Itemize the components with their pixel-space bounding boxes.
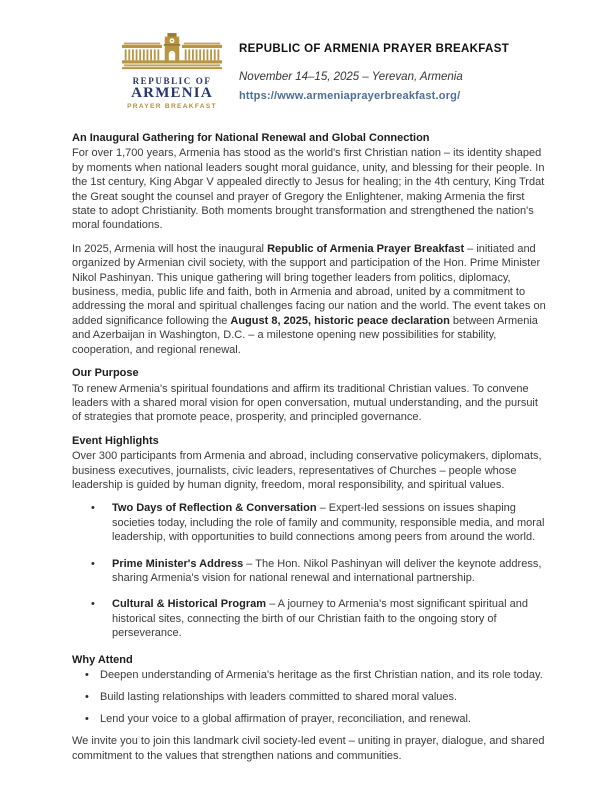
bullet-item: • Cultural & Historical Program – A journey to Armenia's most significant spiritual and historical sites, connecting the birth of our Christian faith to the ongoing story of perseverance. xyxy=(72,597,546,640)
logo-caption-armenia: ARMENIA xyxy=(131,85,213,101)
section-heading-purpose: Our Purpose xyxy=(72,367,139,380)
paragraph-purpose: To renew Armenia's spiritual foundations and affirm its traditional Christian values. To convene leaders with a shared moral vision for open conversation, mutual understanding, and the pursuit of strategies that promote peace, prosperity, and principled governance. xyxy=(72,382,538,424)
document-body xyxy=(72,131,546,763)
logo-caption-prayer-breakfast: PRAYER BREAKFAST xyxy=(127,103,217,110)
bullet-item: • Prime Minister's Address – The Hon. Nikol Pashinyan will deliver the keynote address, sharing Armenia's vision for national renewal and international partnership. xyxy=(72,557,546,586)
why-attend-list xyxy=(72,668,546,726)
document-title: REPUBLIC OF ARMENIA PRAYER BREAKFAST xyxy=(239,43,510,55)
section-heading-why-attend: Why Attend xyxy=(72,653,133,666)
government-building-icon xyxy=(122,33,222,74)
paragraph-intro: For over 1,700 years, Armenia has stood as the world's first Christian nation – its identity shaped by moments when national leaders sought moral guidance, unity, and blessing for their people. In the 1st century, King Abgar V appealed directly to Jesus for healing; in the 4th century, King Trdat the Great sought the counsel and prayer of Gregory the Enlightener, making Armenia the first state to adopt Christianity. Both moments brought transformation and strengthened the nation's moral foundations. xyxy=(72,147,545,232)
section-heading-inaugural: An Inaugural Gathering for National Renewal and Global Connection xyxy=(72,132,430,144)
paragraph-highlights-intro: Over 300 participants from Armenia and abroad, including conservative policymakers, diplomats, business executives, journalists, civic leaders, representatives of Churches – people whose leadership is guided by human dignity, freedom, moral responsibility, and spiritual values. xyxy=(72,450,542,491)
event-highlights-list xyxy=(72,501,546,640)
armenia-prayer-breakfast-logo xyxy=(118,33,226,110)
website-link[interactable]: https://www.armeniaprayerbreakfast.org/ xyxy=(239,90,461,102)
section-heading-highlights: Event Highlights xyxy=(72,434,159,447)
document-header xyxy=(72,33,546,110)
header-text-block xyxy=(239,33,509,104)
event-date-location: November 14–15, 2025 – Yerevan, Armenia xyxy=(239,71,463,83)
bullet-item: • Two Days of Reflection & Conversation – Expert-led sessions on issues shaping societies today, including the role of family and community, responsible media, and moral leadership, with opportunities to build connections among peers from around the world. xyxy=(72,501,546,544)
paragraph-host-2025: In 2025, Armenia will host the inaugural Republic of Armenia Prayer Breakfast – initiated and organized by Armenian civil society, with the support and participation of the Hon. Prime Minister Nikol Pashinyan. This unique gathering will bring together leaders from politics, diplomacy, business, media, public life and faith, both in Armenia and abroad, united by a commitment to addressing the moral and spiritual challenges facing our nation and the world. The event takes on added significance following the August 8, 2025, historic peace declaration between Armenia and Azerbaijan in Washington, D.C. – a milestone opening new possibilities for stability, cooperation, and regional renewal. xyxy=(72,242,546,356)
bullet-item: • Deepen understanding of Armenia's heritage as the first Christian nation, and its role today. xyxy=(72,668,546,682)
bullet-item: • Lend your voice to a global affirmation of prayer, reconciliation, and renewal. xyxy=(72,712,546,726)
paragraph-closing: We invite you to join this landmark civil society-led event – uniting in prayer, dialogue, and shared commitment to the values that strengthen nations and communities. xyxy=(72,735,545,762)
bullet-item: • Build lasting relationships with leaders committed to shared moral values. xyxy=(72,690,546,704)
logo-caption-republic-of: REPUBLIC OF xyxy=(132,76,212,86)
